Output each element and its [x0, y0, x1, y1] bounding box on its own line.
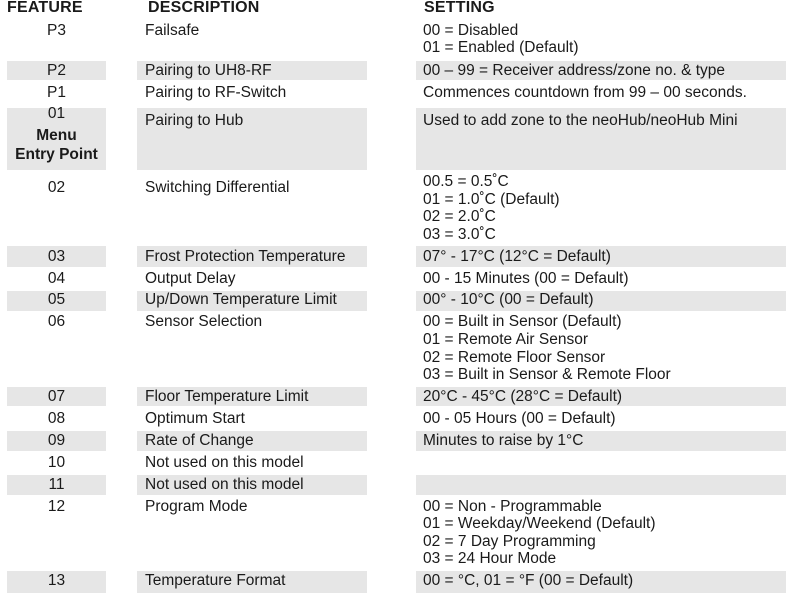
- setting-value: Used to add zone to the neoHub/neoHub Mini: [423, 112, 738, 129]
- feature-description: Pairing to Hub: [145, 112, 244, 129]
- feature-code: 05: [47, 291, 66, 308]
- feature-cell: [7, 431, 106, 451]
- feature-description: Sensor Selection: [145, 313, 263, 330]
- setting-cell: [416, 61, 786, 80]
- setting-value: 00 = Built in Sensor (Default): [423, 313, 622, 330]
- feature-code: P3: [47, 22, 66, 39]
- setting-cell: [416, 312, 786, 384]
- table-row: [0, 20, 798, 57]
- setting-cell: [416, 497, 786, 569]
- feature-description: Output Delay: [145, 270, 236, 287]
- description-cell: [137, 497, 367, 569]
- description-cell: [137, 409, 367, 430]
- setting-cell: [416, 20, 786, 57]
- setting-value: 00 - 15 Minutes (00 = Default): [423, 270, 629, 287]
- feature-code: P1: [47, 84, 66, 101]
- setting-cell: [416, 453, 786, 474]
- setting-value: 03 = 3.0˚C: [423, 226, 496, 243]
- setting-value: 00 = Disabled: [423, 22, 519, 39]
- setting-cell: [416, 291, 786, 311]
- setting-cell: [416, 173, 786, 242]
- description-cell: [137, 20, 367, 57]
- setting-value: 03 = Built in Sensor & Remote Floor: [423, 366, 671, 383]
- setting-value: 01 = Remote Air Sensor: [423, 331, 588, 348]
- table-row: [0, 387, 798, 406]
- description-cell: [137, 269, 367, 290]
- header-description: DESCRIPTION: [148, 0, 260, 16]
- description-cell: [137, 475, 367, 495]
- description-cell: [137, 61, 367, 80]
- setting-cell: [416, 83, 786, 104]
- table-row: [0, 246, 798, 267]
- setting-value: 20°C - 45°C (28°C = Default): [423, 388, 623, 405]
- feature-cell: [7, 246, 106, 267]
- feature-code: 11: [48, 476, 65, 493]
- setting-value: Commences countdown from 99 – 00 seconds.: [423, 84, 747, 101]
- feature-code: 07: [47, 388, 66, 405]
- setting-value: 00 - 05 Hours (00 = Default): [423, 410, 616, 427]
- description-cell: [137, 571, 367, 593]
- feature-code: 03: [47, 248, 66, 265]
- feature-description: Rate of Change: [145, 432, 254, 449]
- feature-description: Failsafe: [145, 22, 200, 39]
- feature-description: Pairing to RF-Switch: [145, 84, 287, 101]
- feature-code: 01: [47, 105, 66, 122]
- setting-cell: [416, 475, 786, 495]
- feature-code: 12: [47, 498, 66, 515]
- setting-cell: [416, 387, 786, 406]
- table-row: [0, 269, 798, 290]
- table-row: [0, 105, 798, 170]
- feature-code: 10: [47, 454, 66, 471]
- table-row: [0, 497, 798, 569]
- feature-code: 08: [47, 410, 66, 427]
- feature-code: Entry Point: [15, 146, 98, 163]
- feature-description: Up/Down Temperature Limit: [145, 291, 337, 308]
- table-row: [0, 453, 798, 474]
- feature-description: Floor Temperature Limit: [145, 388, 309, 405]
- description-cell: [137, 246, 367, 267]
- feature-cell: [7, 269, 106, 290]
- feature-cell: [7, 83, 106, 104]
- setting-value: 01 = 1.0˚C (Default): [423, 191, 560, 208]
- feature-cell: [7, 61, 106, 80]
- feature-description: Temperature Format: [145, 572, 286, 589]
- table-row: [0, 475, 798, 495]
- setting-value: 01 = Enabled (Default): [423, 39, 579, 56]
- table-row: [0, 61, 798, 80]
- description-cell: [137, 387, 367, 406]
- feature-description: Pairing to UH8-RF: [145, 62, 272, 79]
- setting-cell: [416, 246, 786, 267]
- feature-code: 04: [47, 270, 66, 287]
- table-row: [0, 431, 798, 451]
- feature-cell: [7, 387, 106, 406]
- setting-value: 00° - 10°C (00 = Default): [423, 291, 594, 308]
- feature-description: Switching Differential: [145, 179, 290, 196]
- table-row: [0, 571, 798, 593]
- header-feature: FEATURE: [7, 0, 83, 16]
- feature-cell: [7, 497, 106, 569]
- setting-value: 00 – 99 = Receiver address/zone no. & type: [423, 62, 726, 79]
- feature-cell: [7, 409, 106, 430]
- feature-code: 02: [47, 179, 66, 196]
- table-row: [0, 83, 798, 104]
- feature-cell: [7, 453, 106, 474]
- feature-code: P2: [47, 62, 66, 79]
- feature-code: 13: [47, 572, 66, 589]
- feature-cell: [7, 475, 106, 495]
- description-cell: [137, 108, 367, 170]
- feature-description: Program Mode: [145, 498, 248, 515]
- feature-cell: [7, 312, 106, 384]
- description-cell: [137, 291, 367, 311]
- table-row: [0, 173, 798, 242]
- setting-value: 07° - 17°C (12°C = Default): [423, 248, 611, 265]
- description-cell: [137, 431, 367, 451]
- description-cell: [137, 312, 367, 384]
- feature-cell: [7, 173, 106, 242]
- feature-code: 06: [47, 313, 66, 330]
- description-cell: [137, 453, 367, 474]
- header-setting: SETTING: [424, 0, 495, 16]
- feature-description: Not used on this model: [145, 476, 304, 493]
- feature-description: Not used on this model: [145, 454, 304, 471]
- setting-cell: [416, 269, 786, 290]
- setting-cell: [416, 571, 786, 593]
- setting-value: 02 = 2.0˚C: [423, 208, 496, 225]
- setting-cell: [416, 409, 786, 430]
- setting-value: 00 = °C, 01 = °F (00 = Default): [423, 572, 634, 589]
- description-cell: [137, 173, 367, 242]
- feature-cell: [7, 105, 106, 170]
- feature-cell: [7, 571, 106, 593]
- setting-value: 00.5 = 0.5˚C: [423, 173, 509, 190]
- feature-code: Menu: [36, 127, 77, 144]
- table-row: [0, 409, 798, 430]
- setting-cell: [416, 431, 786, 451]
- table-row: [0, 291, 798, 311]
- table-row: [0, 312, 798, 384]
- setting-value: 02 = Remote Floor Sensor: [423, 349, 606, 366]
- feature-code: 09: [47, 432, 66, 449]
- description-cell: [137, 83, 367, 104]
- setting-value: 00 = Non - Programmable: [423, 498, 602, 515]
- feature-cell: [7, 291, 106, 311]
- feature-description: Optimum Start: [145, 410, 245, 427]
- feature-cell: [7, 20, 106, 57]
- setting-cell: [416, 108, 786, 170]
- setting-value: 01 = Weekday/Weekend (Default): [423, 515, 656, 532]
- setting-value: 02 = 7 Day Programming: [423, 533, 596, 550]
- setting-value: 03 = 24 Hour Mode: [423, 550, 557, 567]
- feature-description: Frost Protection Temperature: [145, 248, 346, 265]
- setting-value: Minutes to raise by 1°C: [423, 432, 584, 449]
